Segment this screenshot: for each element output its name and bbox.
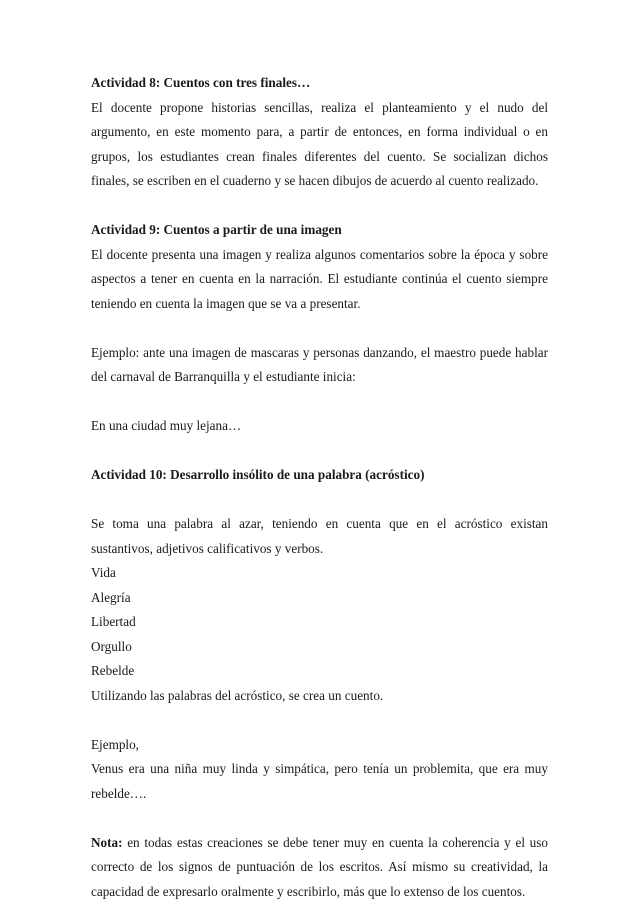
page-content <box>91 71 548 904</box>
note-label: Nota: <box>91 835 123 850</box>
acrostic-word: Vida <box>91 561 548 586</box>
acrostic-word: Rebelde <box>91 659 548 684</box>
spacer <box>91 488 548 513</box>
spacer <box>91 439 548 464</box>
activity-9-title: Actividad 9: Cuentos a partir de una imagen <box>91 218 548 243</box>
spacer <box>91 708 548 733</box>
acrostic-word: Orgullo <box>91 635 548 660</box>
activity-9-body: El docente presenta una imagen y realiza algunos comentarios sobre la época y sobre aspectos a tener en cuenta en la narración. El estudiante continúa el cuento siempre teniendo en cuenta la imagen que se va a presentar. <box>91 243 548 317</box>
activity-9-example: Ejemplo: ante una imagen de mascaras y personas danzando, el maestro puede hablar del carnaval de Barranquilla y el estudiante inicia: <box>91 341 548 390</box>
activity-10-title: Actividad 10: Desarrollo insólito de una palabra (acróstico) <box>91 463 548 488</box>
spacer <box>91 316 548 341</box>
note-text: en todas estas creaciones se debe tener muy en cuenta la coherencia y el uso correcto de los signos de puntuación de los escritos. Así mismo su creatividad, la capacidad de expresarlo oralmente y escribirlo, más que lo extenso de los cuentos. <box>91 835 548 899</box>
spacer <box>91 806 548 831</box>
activity-9-story-start: En una ciudad muy lejana… <box>91 414 548 439</box>
spacer <box>91 194 548 219</box>
activity-10-example-text: Venus era una niña muy linda y simpática, pero tenía un problemita, que era muy rebelde…. <box>91 757 548 806</box>
activity-10-example-label: Ejemplo, <box>91 733 548 758</box>
activity-10-closing: Utilizando las palabras del acróstico, se crea un cuento. <box>91 684 548 709</box>
spacer <box>91 390 548 415</box>
note-paragraph <box>91 831 548 904</box>
activity-10-body: Se toma una palabra al azar, teniendo en cuenta que en el acróstico existan sustantivos, adjetivos calificativos y verbos. <box>91 512 548 561</box>
acrostic-word: Libertad <box>91 610 548 635</box>
acrostic-word: Alegría <box>91 586 548 611</box>
activity-8-body: El docente propone historias sencillas, realiza el planteamiento y el nudo del argumento, en este momento para, a partir de entonces, en forma individual o en grupos, los estudiantes crean finales diferentes del cuento. Se socializan dichos finales, se escriben en el cuaderno y se hacen dibujos de acuerdo al cuento realizado. <box>91 96 548 194</box>
activity-8-title: Actividad 8: Cuentos con tres finales… <box>91 71 548 96</box>
